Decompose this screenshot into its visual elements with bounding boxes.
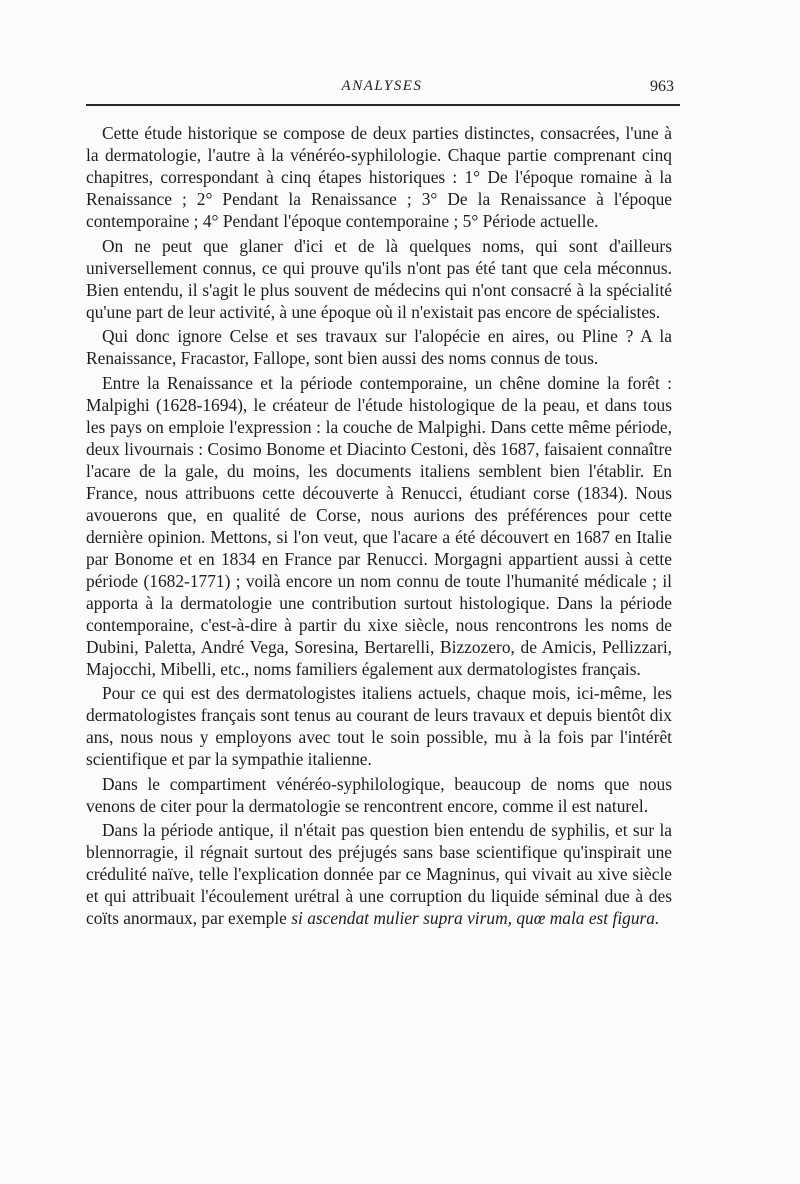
paragraph: Entre la Renaissance et la période contemporaine, un chêne domine la forêt : Malpighi (1628-1694), le créateur de l'étude histologique de la peau, et dans tous les pays on emploie l'expression : la couche de Malpighi. Dans cette même période, deux livournais : Cosimo Bonome et Diacinto Cestoni, dès 1687, faisaient connaître l'acare de la gale, du moins, les documents italiens semblent bien l'établir. En France, nous attribuons cette découverte à Renucci, étudiant corse (1834). Nous avouerons que, en qualité de Corse, nous aurions des préférences pour cette dernière opinion. Mettons, si l'on veut, que l'acare a été découvert en 1687 en Italie par Bonome et en 1834 en France par Renucci. Morgagni appartient aussi à cette période (1682-1771) ; voilà encore un nom connu de toute l'humanité médicale ; il apporta à la dermatologie une contribution surtout histologique. Dans la période contemporaine, c'est-à-dire à partir du xixe siècle, nous rencontrons les noms de Dubini, Paletta, André Vega, Soresina, Bertarelli, Bizzozero, de Amicis, Pellizzari, Majocchi, Mibelli, etc., noms familiers également aux dermatologistes français. [86,372,672,679]
page-number: 963 [650,78,674,95]
paragraph: Pour ce qui est des dermatologistes italiens actuels, chaque mois, ici-même, les dermatologistes français sont tenus au courant de leurs travaux et depuis bientôt dix ans, nous nous y employons avec tout le soin possible, mu à la fois par l'intérêt scientifique et par la sympathie italienne. [86,683,672,769]
body-text [86,122,672,932]
paragraph-last-text: Dans la période antique, il n'était pas question bien entendu de syphilis, et sur la blennorragie, il régnait surtout des préjugés sans base scientifique qu'inspirait une crédulité naïve, telle l'explication donnée par ce Magninus, qui vivait au xive siècle et qui attribuait l'écoulement urétral à une corruption du liquide séminal due à des coïts anormaux, par exemple [86,820,672,928]
paragraph: On ne peut que glaner d'ici et de là quelques noms, qui sont d'ailleurs universellement connus, ce qui prouve qu'ils n'ont pas été tant que cela méconnus. Bien entendu, il s'agit le plus souvent de médecins qui n'ont consacré à la spécialité qu'une part de leur activité, à une époque où il n'existait pas encore de spécialistes. [86,235,672,322]
page-header [86,78,678,102]
paragraph: Dans le compartiment vénéréo-syphilologique, beaucoup de noms que nous venons de citer pour la dermatologie se rencontrent encore, comme il est naturel. [86,773,672,816]
running-title: ANALYSES [341,78,423,94]
header-rule [86,104,680,106]
paragraph-last [86,819,672,929]
paragraph: Cette étude historique se compose de deux parties distinctes, consacrées, l'une à la dermatologie, l'autre à la vénéréo-syphilologie. Chaque partie comprenant cinq chapitres, correspondant à cinq étapes historiques : 1° De l'époque romaine à la Renaissance ; 2° Pendant la Renaissance ; 3° De la Renaissance à l'époque contemporaine ; 4° Pendant l'époque contemporaine ; 5° Période actuelle. [86,123,672,231]
latin-quotation: si ascendat mulier supra virum, quœ mala est figura. [291,908,660,928]
paragraph: Qui donc ignore Celse et ses travaux sur l'alopécie en aires, ou Pline ? A la Renaissance, Fracastor, Fallope, sont bien aussi des noms connus de tous. [86,326,672,368]
